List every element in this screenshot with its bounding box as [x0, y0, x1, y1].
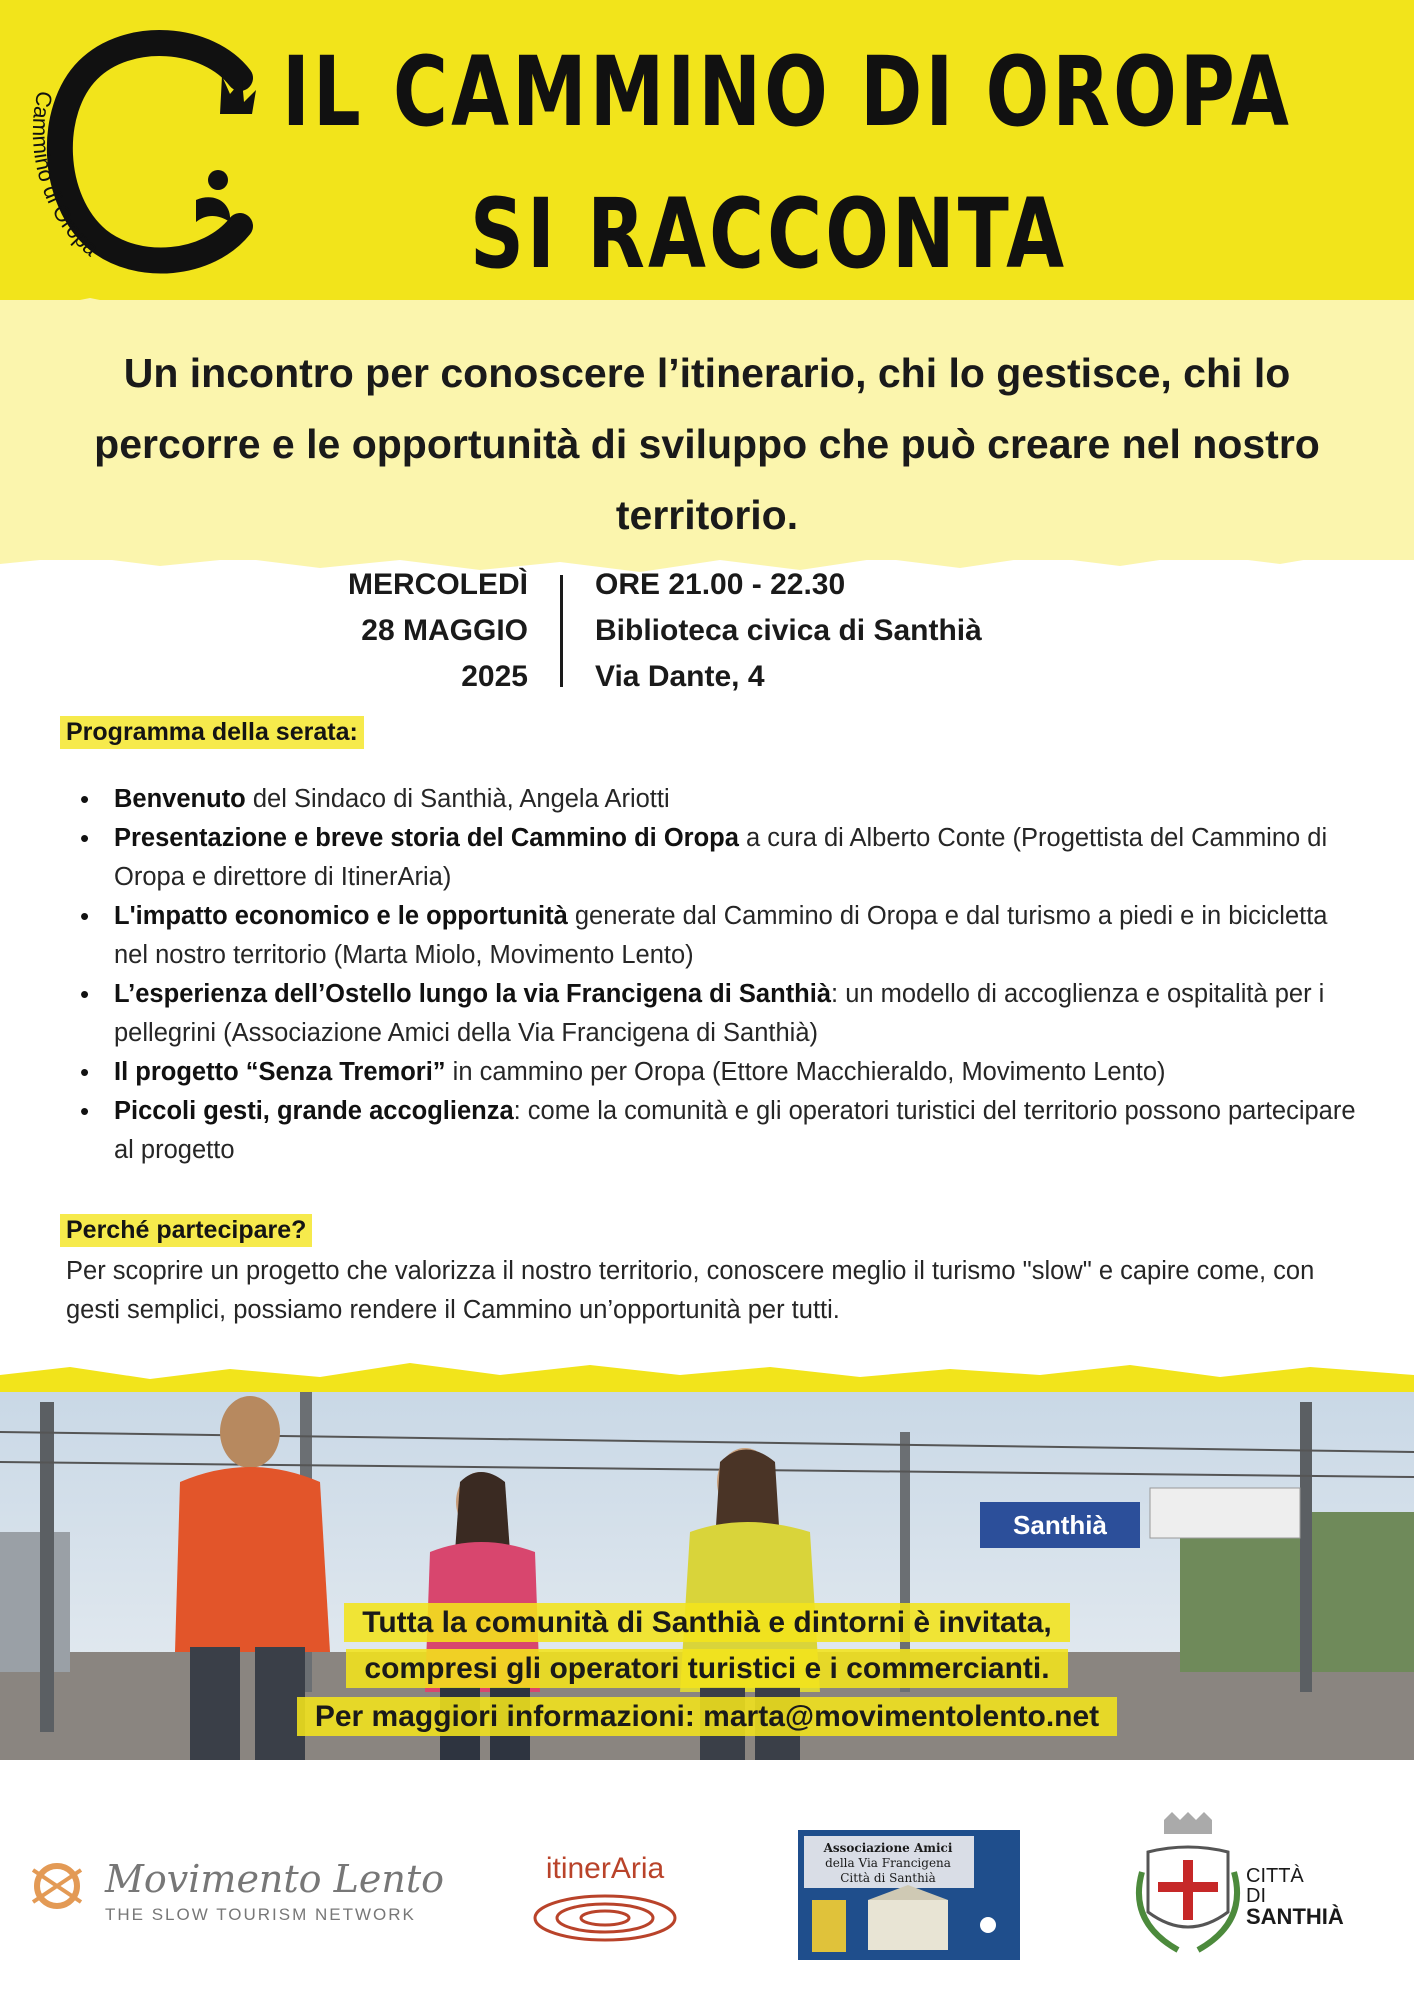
svg-text:SANTHIÀ: SANTHIÀ: [1246, 1904, 1344, 1929]
event-time: ORE 21.00 - 22.30: [595, 568, 846, 601]
why-heading: Perché partecipare?: [60, 1214, 312, 1247]
svg-text:itinerAria: itinerAria: [545, 1852, 665, 1885]
event-year: 2025: [461, 660, 528, 693]
list-item: • L'impatto economico e le opportunità generate dal Cammino di Oropa e dal turismo a piedi e in bicicletta nel nostro territorio (Marta Miolo, Movimento Lento): [80, 897, 1360, 975]
svg-text:Santhià: Santhià: [1013, 1510, 1107, 1540]
list-item: • Piccoli gesti, grande accoglienza: come la comunità e gli operatori turistici del territorio possono partecipare al progetto: [80, 1092, 1360, 1170]
event-address: Via Dante, 4: [595, 660, 765, 693]
page-title-line-1: IL CAMMINO DI OROPA: [282, 36, 1293, 148]
divider: [560, 575, 563, 687]
itineraria-logo: [520, 1848, 690, 1948]
cammino-di-oropa-logo: [18, 30, 258, 300]
divider: [0, 1760, 1414, 1774]
event-day: MERCOLEDÌ: [348, 568, 528, 601]
movimento-lento-logo: [25, 1850, 455, 1930]
svg-text:Città di Santhià: Città di Santhià: [840, 1871, 936, 1885]
subtitle: Un incontro per conoscere l’itinerario, chi lo gestisce, chi lo percorre e le opportunità di sviluppo che può creare nel nostro territorio.: [94, 350, 1320, 538]
contact-info: Per maggiori informazioni: marta@movimentolento.net: [0, 1700, 1414, 1734]
event-venue: Biblioteca civica di Santhià: [595, 614, 982, 647]
invitation-line: compresi gli operatori turistici e i commercianti.: [0, 1652, 1414, 1686]
program-list: [80, 780, 1360, 1170]
event-date: 28 MAGGIO: [361, 614, 528, 647]
list-item: • Presentazione e breve storia del Cammino di Oropa a cura di Alberto Conte (Progettista del Cammino di Oropa e direttore di ItinerAria): [80, 819, 1360, 897]
invitation-line: Tutta la comunità di Santhià e dintorni è invitata,: [0, 1606, 1414, 1640]
list-item: • Il progetto “Senza Tremori” in cammino per Oropa (Ettore Macchieraldo, Movimento Lento): [80, 1053, 1360, 1092]
svg-text:DI: DI: [1246, 1885, 1266, 1907]
svg-text:CITTÀ: CITTÀ: [1246, 1865, 1304, 1887]
svg-text:della Via Francigena: della Via Francigena: [825, 1856, 951, 1870]
svg-text:Cammino di Oropa: Cammino di Oropa: [27, 88, 104, 261]
why-text: Per scoprire un progetto che valorizza il nostro territorio, conoscere meglio il turismo "slow" e capire come, con gesti semplici, possiamo rendere il Cammino un’opportunità per tutti.: [66, 1257, 1315, 1324]
associazione-via-francigena-logo: [798, 1830, 1020, 1960]
svg-text:Associazione Amici: Associazione Amici: [823, 1841, 953, 1855]
program-heading: Programma della serata:: [60, 716, 364, 749]
page-title-line-2: SI RACCONTA: [470, 178, 1068, 290]
svg-text:Movimento Lento: Movimento Lento: [105, 1857, 444, 1901]
svg-text:THE SLOW TOURISM NETWORK: THE SLOW TOURISM NETWORK: [105, 1905, 416, 1924]
citta-di-santhia-logo: [1128, 1812, 1378, 1962]
list-item: • L’esperienza dell’Ostello lungo la via Francigena di Santhià: un modello di accoglienza e ospitalità per i pellegrini (Associazione Amici della Via Francigena di Santhià): [80, 975, 1360, 1053]
list-item: • Benvenuto del Sindaco di Santhià, Angela Ariotti: [80, 780, 1360, 819]
